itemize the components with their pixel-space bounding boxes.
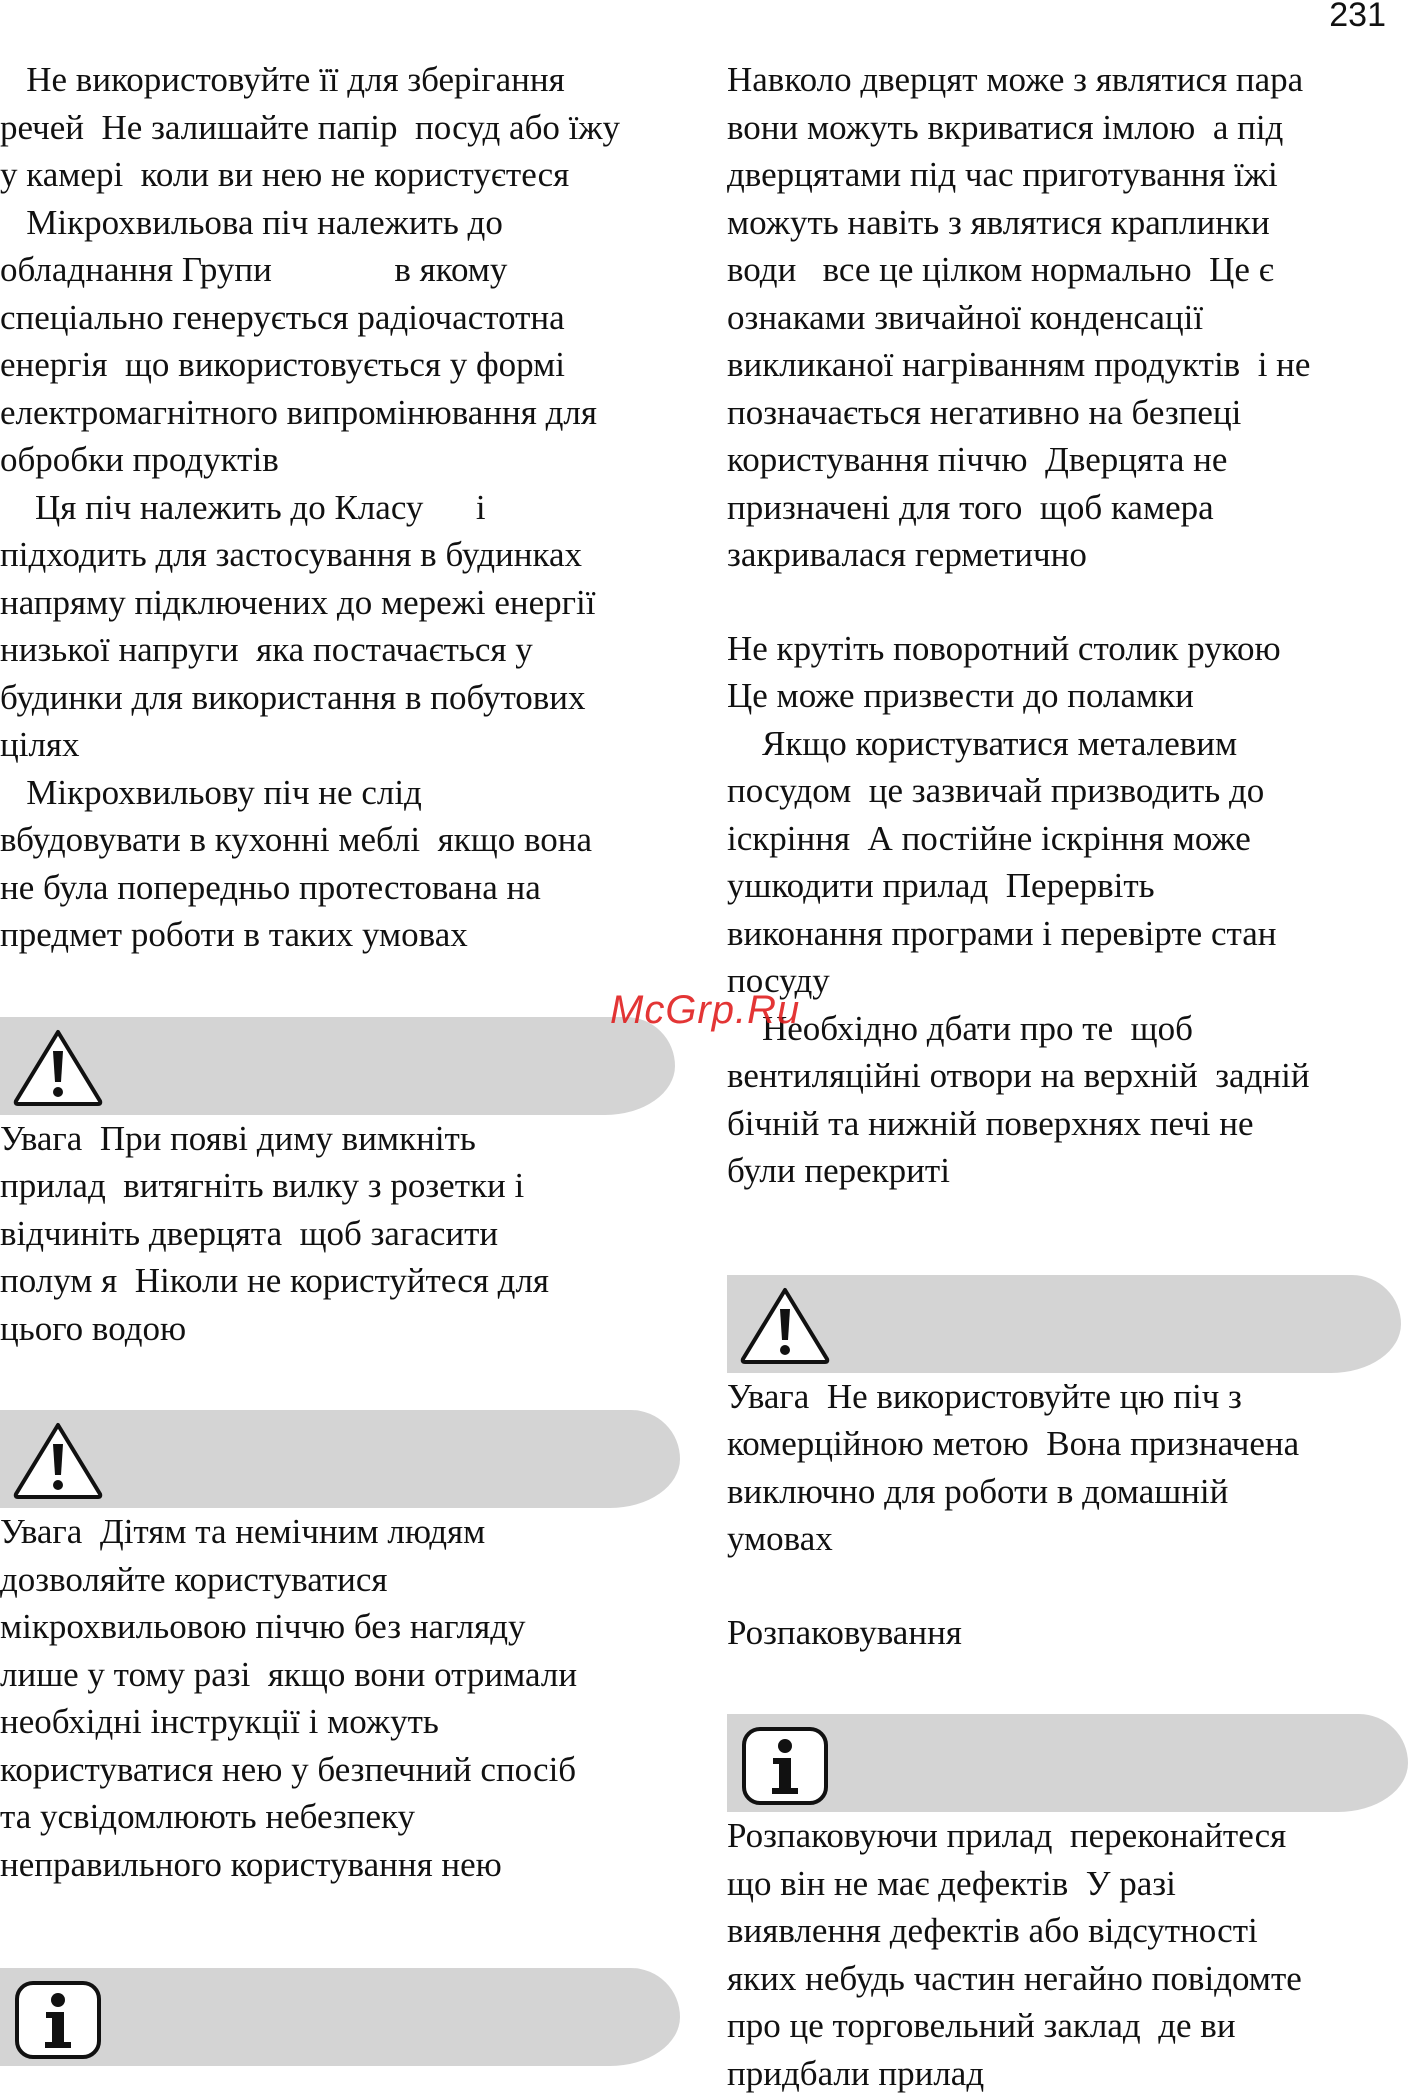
text-line: ушкодити прилад Перервіть — [727, 862, 1408, 910]
text-line: неправильного користування нею — [0, 1841, 700, 1889]
text-line: призначені для того щоб камера — [727, 484, 1408, 532]
text-line: цілях — [0, 721, 700, 769]
text-line: вони можуть вкриватися імлою а під — [727, 104, 1408, 152]
text-line: Мікрохвильову піч не слід — [0, 769, 700, 817]
paragraph — [0, 199, 700, 484]
text-line: Якщо користуватися металевим — [727, 720, 1408, 768]
text-line: енергія що використовується у формі — [0, 341, 700, 389]
text-line: закривалася герметично — [727, 531, 1408, 579]
text-line: обладнання Групи в якому — [0, 246, 700, 294]
text-line: були перекриті — [727, 1147, 1408, 1195]
paragraph — [0, 769, 700, 959]
text-line: дозволяйте користуватися — [0, 1556, 700, 1604]
text-line: бічній та нижній поверхнях печі не — [727, 1100, 1408, 1148]
text-line: вбудовувати в кухонні меблі якщо вона — [0, 816, 700, 864]
info-band — [0, 1968, 680, 2066]
warning-band — [0, 1410, 680, 1508]
text-line: іскріння А постійне іскріння може — [727, 815, 1408, 863]
text-line: посуду — [727, 957, 1408, 1005]
text-line: вентиляційні отвори на верхній задній — [727, 1052, 1408, 1100]
warning-text — [0, 1508, 700, 1888]
warning-band — [727, 1275, 1401, 1373]
text-line: виконання програми і перевірте стан — [727, 910, 1408, 958]
paragraph — [727, 625, 1408, 720]
text-line: користуватися нею у безпечний спосіб — [0, 1746, 700, 1794]
page-number: 231 — [1329, 0, 1386, 35]
text-line: Розпаковуючи прилад переконайтеся — [727, 1812, 1408, 1860]
text-line: необхідні інструкції і можуть — [0, 1698, 700, 1746]
text-line: та усвідомлюють небезпеку — [0, 1793, 700, 1841]
text-line: посудом це зазвичай призводить до — [727, 767, 1408, 815]
text-line: виключно для роботи в домашній — [727, 1468, 1408, 1516]
text-line: умовах — [727, 1515, 1408, 1563]
text-line: полум я Ніколи не користуйтеся для — [0, 1257, 700, 1305]
paragraph — [727, 1005, 1408, 1195]
text-line: Не використовуйте її для зберігання — [0, 56, 700, 104]
text-line: Це може призвести до поламки — [727, 672, 1408, 720]
text-line: дверцятами під час приготування їжі — [727, 151, 1408, 199]
text-line: напряму підключених до мережі енергії — [0, 579, 700, 627]
text-line: комерційною метою Вона призначена — [727, 1420, 1408, 1468]
warning-triangle-icon — [739, 1285, 831, 1365]
warning-band — [0, 1017, 675, 1115]
text-line: Увага Не використовуйте цю піч з — [727, 1373, 1408, 1421]
text-line: користування піччю Дверцята не — [727, 436, 1408, 484]
text-line: викликаної нагріванням продуктів і не — [727, 341, 1408, 389]
text-line: прилад витягніть вилку з розетки і — [0, 1162, 700, 1210]
warning-triangle-icon — [12, 1027, 104, 1107]
text-line: Навколо дверцят може з являтися пара — [727, 56, 1408, 104]
section-title: Розпаковування — [727, 1609, 1408, 1657]
text-line: ознаками звичайної конденсації — [727, 294, 1408, 342]
warning-triangle-icon — [12, 1420, 104, 1500]
info-band — [727, 1714, 1408, 1812]
paragraph — [0, 484, 700, 769]
text-line: Необхідно дбати про те щоб — [727, 1005, 1408, 1053]
paragraph — [0, 56, 700, 199]
text-line: спеціально генерується радіочастотна — [0, 294, 700, 342]
text-line: Увага При появі диму вимкніть — [0, 1115, 700, 1163]
right-column — [727, 56, 1408, 2097]
text-line: предмет роботи в таких умовах — [0, 911, 700, 959]
text-line: яких небудь частин негайно повідомте — [727, 1955, 1408, 2003]
text-line: позначається негативно на безпеці — [727, 389, 1408, 437]
paragraph — [727, 720, 1408, 1005]
text-line: підходить для застосування в будинках — [0, 531, 700, 579]
text-line: виявлення дефектів або відсутності — [727, 1907, 1408, 1955]
text-line: лише у тому разі якщо вони отримали — [0, 1651, 700, 1699]
text-line: цього водою — [0, 1305, 700, 1353]
left-column — [0, 56, 700, 2066]
info-icon — [14, 1980, 102, 2060]
text-line: речей Не залишайте папір посуд або їжу — [0, 104, 700, 152]
info-text — [727, 1812, 1408, 2097]
text-line: обробки продуктів — [0, 436, 700, 484]
warning-text — [0, 1115, 700, 1353]
paragraph — [727, 56, 1408, 579]
text-line: у камері коли ви нею не користуєтеся — [0, 151, 700, 199]
watermark: McGrp.Ru — [610, 988, 800, 1033]
text-line: води все це цілком нормально Це є — [727, 246, 1408, 294]
text-line: низької напруги яка постачається у — [0, 626, 700, 674]
text-line: Ця піч належить до Класу і — [0, 484, 700, 532]
text-line: можуть навіть з являтися краплинки — [727, 199, 1408, 247]
text-line: про це торговельний заклад де ви — [727, 2002, 1408, 2050]
text-line: придбали прилад — [727, 2050, 1408, 2097]
text-line: що він не має дефектів У разі — [727, 1860, 1408, 1908]
text-line: будинки для використання в побутових — [0, 674, 700, 722]
info-icon — [741, 1726, 829, 1806]
text-line: не була попередньо протестована на — [0, 864, 700, 912]
text-line: відчиніть дверцята щоб загасити — [0, 1210, 700, 1258]
text-line: мікрохвильовою піччю без нагляду — [0, 1603, 700, 1651]
text-line: Увага Дітям та немічним людям — [0, 1508, 700, 1556]
text-line: електромагнітного випромінювання для — [0, 389, 700, 437]
text-line: Не крутіть поворотний столик рукою — [727, 625, 1408, 673]
text-line: Мікрохвильова піч належить до — [0, 199, 700, 247]
warning-text — [727, 1373, 1408, 1563]
